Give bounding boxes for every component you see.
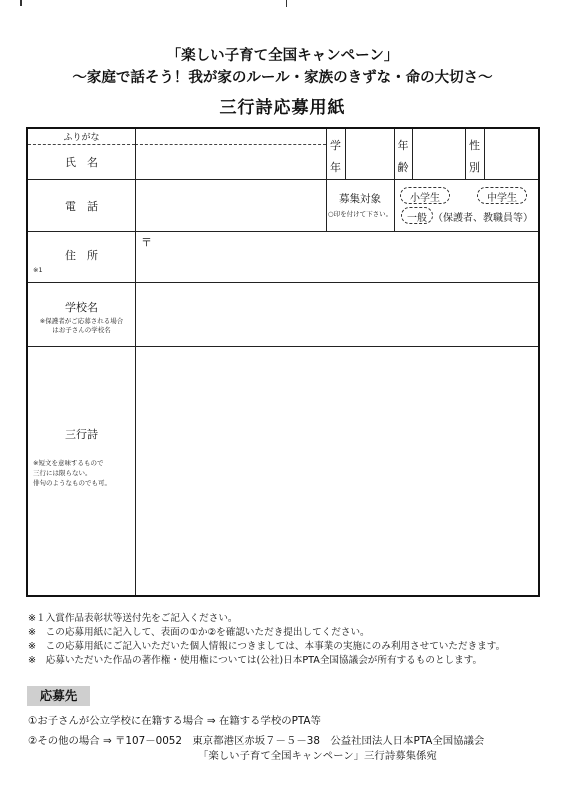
sex-label-bottom: 別 (469, 161, 480, 174)
application-form-table (26, 127, 540, 597)
name-field[interactable] (136, 145, 325, 178)
school-note-2: はお子さんの学校名 (52, 326, 111, 334)
option-general-note: （保護者、教職員等） (433, 213, 533, 224)
option-general: 一般 (407, 213, 427, 224)
school-note-1: ※保護者がご応募される場合 (39, 317, 124, 325)
age-label-top: 年 (397, 139, 409, 152)
note-1: ※１入賞作品表彰状等送付先をご記入ください。 (28, 613, 238, 624)
target-note: ○印を付けて下さい。 (327, 210, 393, 218)
phone-label: 電 話 (65, 200, 98, 213)
form-title: 三行詩応募用紙 (219, 98, 346, 118)
title-line-1: 「楽しい子育て全国キャンペーン」 (166, 48, 399, 64)
school-label: 学校名 (65, 301, 98, 314)
title-line-2: ～家庭で話そう！我が家のルール・家族のきずな・命の大切さ～ (72, 70, 493, 86)
furigana-divider (28, 144, 135, 145)
poem-note-1: ※短文を意味するもので (33, 459, 104, 467)
grade-label-bottom: 年 (330, 161, 341, 174)
submission-line-2: ②その他の場合 ⇒ 〒107－0052 東京都港区赤坂７－５－38 公益社団法人日本PTA全国協議会 (28, 735, 485, 747)
furigana-label: ふりがな (63, 133, 100, 143)
note-3: ※ この応募用紙にご記入いただいた個人情報につきましては、本事業の実施にのみ利用させていただきます。 (28, 641, 506, 652)
note-2: ※ この応募用紙に記入して、表面の①か②を確認いただき提出してください。 (28, 627, 370, 638)
address-field[interactable] (136, 232, 537, 281)
school-field[interactable] (136, 283, 537, 345)
grade-label-top: 学 (330, 139, 341, 152)
crop-mark (20, 0, 22, 6)
submission-line-1: ①お子さんが公立学校に在籍する場合 ⇒ 在籍する学校のPTA等 (28, 715, 321, 727)
age-label-bottom: 齢 (397, 161, 409, 174)
note-4: ※ 応募いただいた作品の著作権・使用権については(公社)日本PTA全国協議会が所有するものとします。 (28, 655, 483, 666)
option-junior: 中学生 (487, 193, 517, 204)
address-note: ※1 (33, 266, 43, 274)
grade-field[interactable] (346, 130, 393, 178)
poem-note-2: 三行には限らない。 (33, 469, 92, 477)
target-label: 募集対象 (339, 193, 381, 205)
name-label: 氏 名 (65, 156, 98, 169)
submission-line-3: 「楽しい子育て全国キャンペーン」三行詩募集係宛 (198, 750, 437, 762)
poem-field[interactable] (136, 347, 537, 595)
postal-mark: 〒 (141, 236, 152, 249)
sex-field[interactable] (485, 130, 537, 178)
poem-label: 三行詩 (65, 428, 98, 441)
crop-mark (286, 0, 287, 7)
option-elementary: 小学生 (410, 193, 440, 204)
address-label: 住 所 (65, 249, 98, 262)
submission-heading: 応募先 (27, 686, 90, 706)
poem-note-3: 俳句のようなものでも可。 (33, 479, 111, 487)
phone-field[interactable] (136, 180, 325, 230)
sex-label-top: 性 (469, 139, 480, 152)
age-field[interactable] (413, 130, 464, 178)
